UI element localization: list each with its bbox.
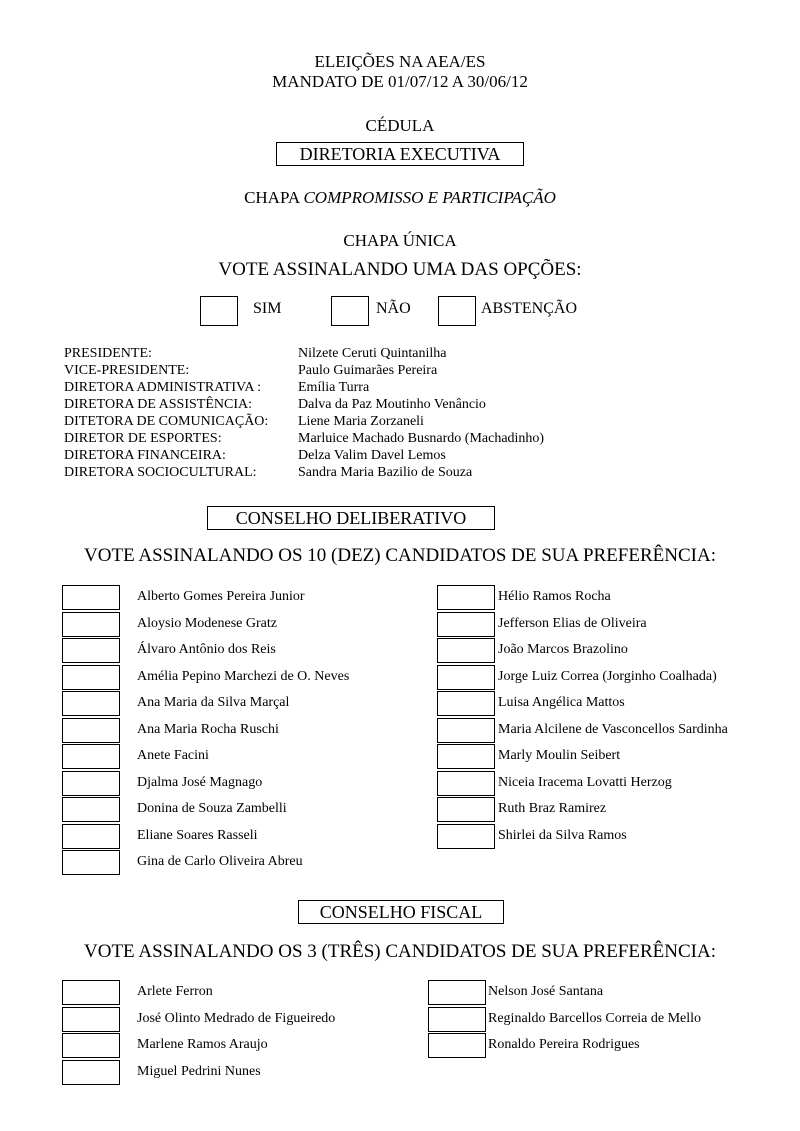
candidate-checkbox[interactable] bbox=[62, 691, 120, 716]
candidate-name: João Marcos Brazolino bbox=[498, 642, 628, 657]
checkbox-abstencao[interactable] bbox=[438, 296, 476, 326]
term-dates: MANDATO DE 01/07/12 A 30/06/12 bbox=[272, 72, 528, 91]
candidate-name: Ana Maria da Silva Marçal bbox=[137, 695, 290, 710]
board-member-name: Delza Valim Davel Lemos bbox=[298, 448, 446, 463]
candidate-checkbox[interactable] bbox=[62, 612, 120, 637]
candidate-name: Amélia Pepino Marchezi de O. Neves bbox=[137, 668, 350, 684]
candidate-checkbox[interactable] bbox=[437, 824, 495, 849]
candidate-name: Reginaldo Barcellos Correia de Mello bbox=[488, 1010, 702, 1026]
candidate-checkbox[interactable] bbox=[437, 638, 495, 663]
candidate-name: Ana Maria Rocha Ruschi bbox=[137, 721, 279, 737]
candidate-name: Maria Alcilene de Vasconcellos Sardinha bbox=[498, 721, 728, 737]
candidate-name: Arlete Ferron bbox=[137, 984, 213, 999]
candidate-name: Aloysio Modenese Gratz bbox=[137, 615, 277, 631]
candidate-checkbox[interactable] bbox=[62, 1007, 120, 1032]
single-slate-label: CHAPA ÚNICA bbox=[343, 231, 457, 250]
board-role: DIRETORA DE ASSISTÊNCIA: bbox=[64, 397, 252, 412]
section-title-deliberative: CONSELHO DELIBERATIVO bbox=[207, 506, 495, 530]
candidate-name: Jorge Luiz Correa (Jorginho Coalhada) bbox=[498, 668, 717, 684]
candidate-name: Anete Facini bbox=[137, 748, 209, 763]
candidate-checkbox[interactable] bbox=[62, 850, 120, 875]
candidate-name: Hélio Ramos Rocha bbox=[498, 589, 611, 604]
board-role: DITETORA DE COMUNICAÇÃO: bbox=[64, 414, 269, 429]
option-label-nao: NÃO bbox=[376, 300, 411, 317]
deliberative-instruction: VOTE ASSINALANDO OS 10 (DEZ) CANDIDATOS DE SUA PREFERÊNCIA: bbox=[84, 545, 716, 566]
candidate-checkbox[interactable] bbox=[62, 665, 120, 690]
checkbox-sim[interactable] bbox=[200, 296, 238, 326]
candidate-checkbox[interactable] bbox=[437, 612, 495, 637]
board-role: VICE-PRESIDENTE: bbox=[64, 363, 190, 378]
board-member-name: Liene Maria Zorzaneli bbox=[298, 414, 424, 429]
candidate-name: Marly Moulin Seibert bbox=[498, 748, 621, 763]
candidate-name: José Olinto Medrado de Figueiredo bbox=[137, 1010, 336, 1026]
candidate-name: Jefferson Elias de Oliveira bbox=[498, 615, 647, 631]
candidate-name: Gina de Carlo Oliveira Abreu bbox=[137, 854, 303, 869]
candidate-checkbox[interactable] bbox=[437, 691, 495, 716]
candidate-name: Niceia Iracema Lovatti Herzog bbox=[498, 774, 672, 790]
board-role: DIRETORA FINANCEIRA: bbox=[64, 448, 226, 463]
slate-name: COMPROMISSO E PARTICIPAÇÃO bbox=[303, 188, 556, 207]
candidate-checkbox[interactable] bbox=[62, 824, 120, 849]
slate-title bbox=[0, 188, 800, 208]
candidate-checkbox[interactable] bbox=[62, 585, 120, 610]
candidate-checkbox[interactable] bbox=[428, 1007, 486, 1032]
ballot-title: CÉDULA bbox=[365, 116, 435, 135]
candidate-checkbox[interactable] bbox=[437, 771, 495, 796]
board-member-name: Emília Turra bbox=[298, 380, 370, 395]
board-member-name: Paulo Guimarães Pereira bbox=[298, 363, 438, 378]
candidate-checkbox[interactable] bbox=[437, 797, 495, 822]
section-title-executive: DIRETORIA EXECUTIVA bbox=[276, 142, 524, 166]
candidate-name: Donina de Souza Zambelli bbox=[137, 801, 287, 816]
board-role: PRESIDENTE: bbox=[64, 346, 152, 361]
candidate-name: Luisa Angélica Mattos bbox=[498, 695, 625, 710]
candidate-name: Ronaldo Pereira Rodrigues bbox=[488, 1037, 640, 1052]
option-label-abstencao: ABSTENÇÃO bbox=[481, 300, 578, 317]
candidate-name: Ruth Braz Ramirez bbox=[498, 801, 607, 816]
candidate-name: Marlene Ramos Araujo bbox=[137, 1037, 268, 1052]
executive-instruction: VOTE ASSINALANDO UMA DAS OPÇÕES: bbox=[218, 259, 582, 280]
option-label-sim: SIM bbox=[253, 300, 282, 317]
candidate-name: Eliane Soares Rasseli bbox=[137, 827, 258, 843]
checkbox-nao[interactable] bbox=[331, 296, 369, 326]
candidate-checkbox[interactable] bbox=[428, 980, 486, 1005]
candidate-checkbox[interactable] bbox=[62, 638, 120, 663]
candidate-name: Alberto Gomes Pereira Junior bbox=[137, 589, 305, 604]
board-role: DIRETORA ADMINISTRATIVA : bbox=[64, 380, 262, 395]
candidate-name: Álvaro Antônio dos Reis bbox=[137, 642, 276, 657]
candidate-name: Nelson José Santana bbox=[488, 984, 604, 999]
election-title: ELEIÇÕES NA AEA/ES bbox=[314, 52, 486, 71]
candidate-checkbox[interactable] bbox=[62, 1033, 120, 1058]
candidate-checkbox[interactable] bbox=[428, 1033, 486, 1058]
candidate-checkbox[interactable] bbox=[62, 744, 120, 769]
section-title-fiscal: CONSELHO FISCAL bbox=[298, 900, 504, 924]
candidate-checkbox[interactable] bbox=[437, 585, 495, 610]
candidate-name: Miguel Pedrini Nunes bbox=[137, 1063, 261, 1079]
candidate-checkbox[interactable] bbox=[437, 744, 495, 769]
slate-prefix: CHAPA bbox=[244, 188, 300, 207]
candidate-name: Djalma José Magnago bbox=[137, 774, 263, 790]
board-member-name: Marluice Machado Busnardo (Machadinho) bbox=[298, 431, 545, 446]
board-member-name: Sandra Maria Bazilio de Souza bbox=[298, 465, 473, 480]
candidate-checkbox[interactable] bbox=[62, 1060, 120, 1085]
candidate-checkbox[interactable] bbox=[62, 980, 120, 1005]
candidate-checkbox[interactable] bbox=[62, 718, 120, 743]
board-member-name: Dalva da Paz Moutinho Venâncio bbox=[298, 397, 486, 412]
fiscal-instruction: VOTE ASSINALANDO OS 3 (TRÊS) CANDIDATOS DE SUA PREFERÊNCIA: bbox=[84, 941, 716, 962]
board-member-name: Nilzete Ceruti Quintanilha bbox=[298, 346, 447, 361]
board-role: DIRETOR DE ESPORTES: bbox=[64, 431, 222, 446]
candidate-checkbox[interactable] bbox=[437, 718, 495, 743]
candidate-name: Shirlei da Silva Ramos bbox=[498, 827, 627, 843]
candidate-checkbox[interactable] bbox=[437, 665, 495, 690]
candidate-checkbox[interactable] bbox=[62, 797, 120, 822]
candidate-checkbox[interactable] bbox=[62, 771, 120, 796]
board-role: DIRETORA SOCIOCULTURAL: bbox=[64, 465, 257, 480]
